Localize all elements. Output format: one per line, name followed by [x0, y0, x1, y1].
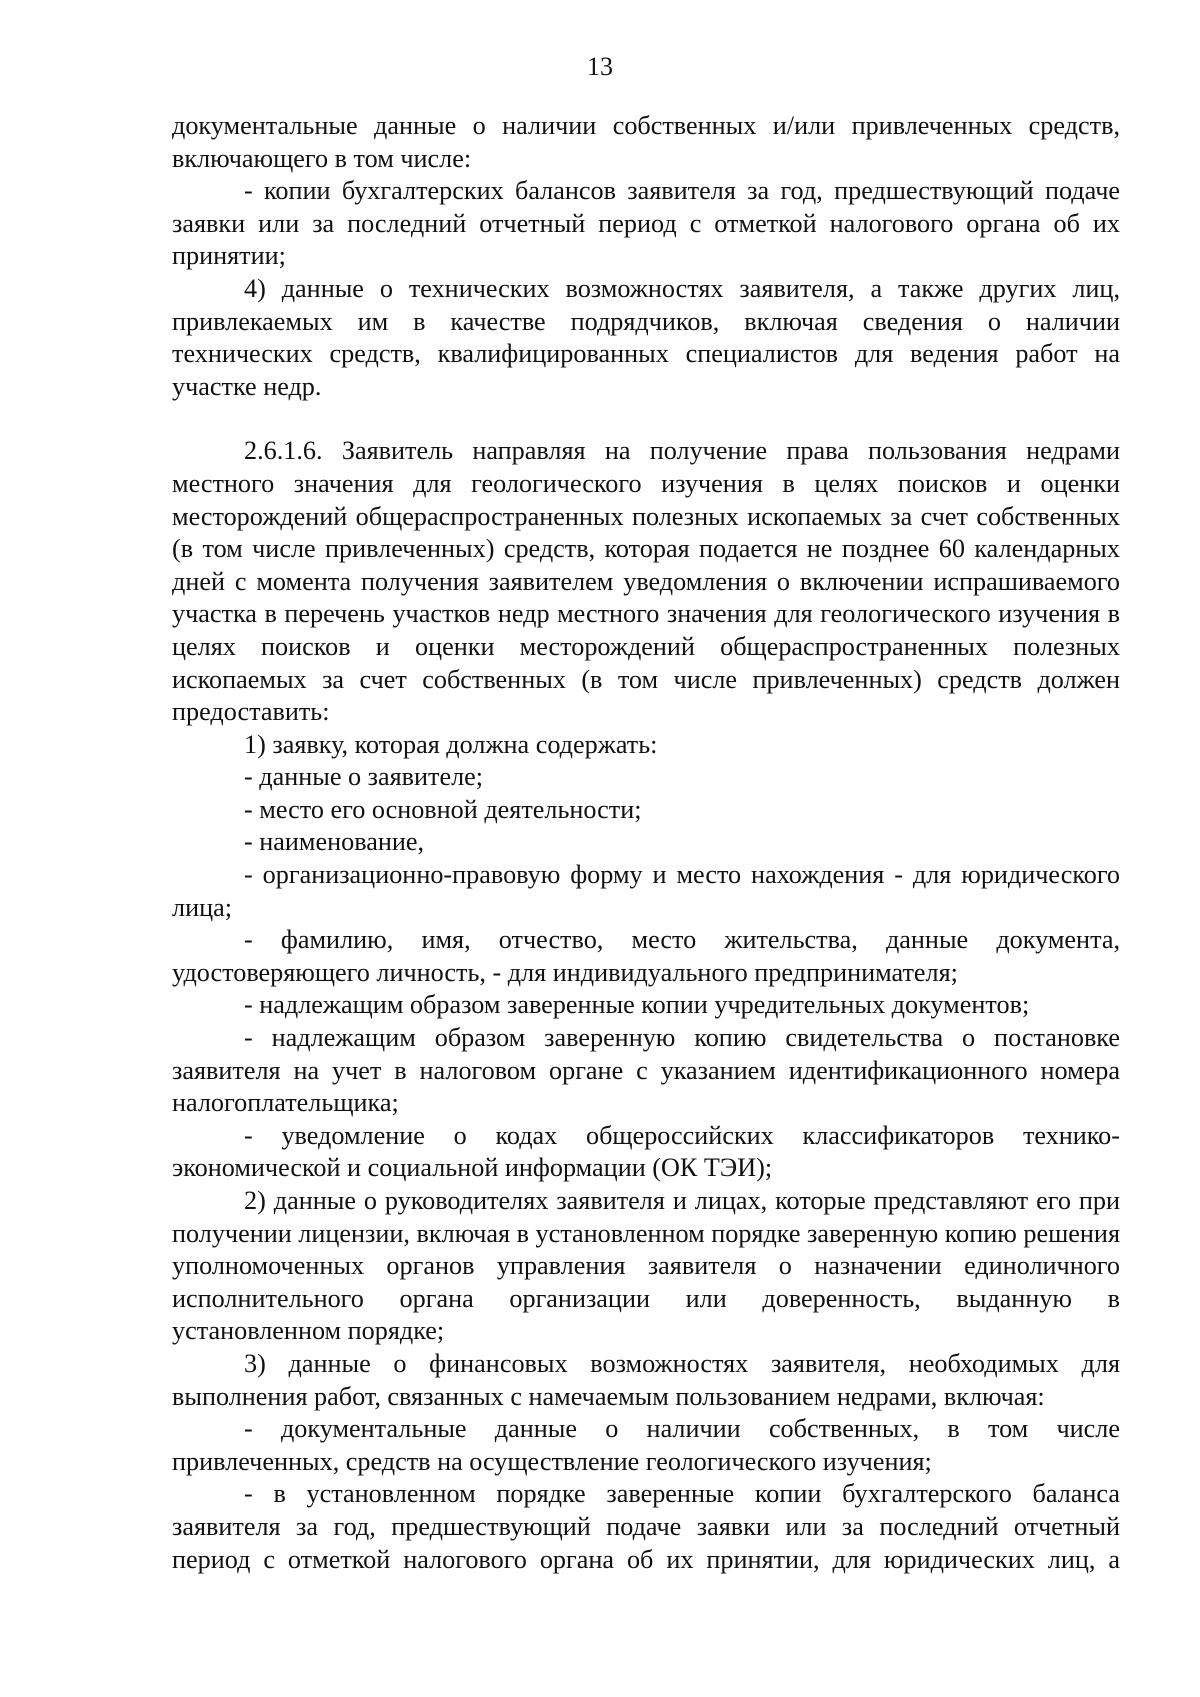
list-item-main-activity: - место его основной деятельности; [244, 794, 642, 824]
paragraph-balance-copies: - копии бухгалтерских балансов заявителя за год, предшествующий подаче заявки или за последний отчетный период с отметкой налогового органа об их принятии; [172, 176, 1120, 271]
list-item-application: 1) заявку, которая должна содержать: [244, 729, 658, 759]
list-item-managers-data: 2) данные о руководителях заявителя и лицах, которые представляют его при получении лицензии, включая в установленном порядке заверенную копию решения уполномоченных органов управления заявителя о назначении единоличного исполнительного органа организации или доверенность, выданную в установленном порядке; [172, 1186, 1120, 1346]
list-item-entrepreneur-data: - фамилию, имя, отчество, место жительства, данные документа, удостоверяющего личность, - для индивидуального предпринимателя; [172, 925, 1120, 987]
list-item-tax-registration: - надлежащим образом заверенную копию свидетельства о постановке заявителя на учет в налоговом органе с указанием идентификационного номера налогоплательщика; [172, 1023, 1120, 1118]
list-item-balance-sheet: - в установленном порядке заверенные копии бухгалтерского баланса заявителя за год, предшествующий подаче заявки или за последний отчетный период с отметкой налогового органа об их принятии, для юридических лиц, а [172, 1479, 1120, 1574]
list-item-financial-capabilities: 3) данные о финансовых возможностях заявителя, необходимых для выполнения работ, связанных с намечаемым пользованием недрами, включая: [172, 1348, 1120, 1411]
paragraph-technical-capabilities: 4) данные о технических возможностях заявителя, а также других лиц, привлекаемых им в качестве подрядчиков, включая сведения о наличии технических средств, квалифицированных специалистов для ведения работ на участке недр. [172, 273, 1120, 401]
list-item-legal-form: - организационно-правовую форму и место нахождения - для юридического лица; [172, 860, 1120, 922]
list-item-own-funds: - документальные данные о наличии собственных, в том числе привлеченных, средств на осуществление геологического изучения; [172, 1414, 1120, 1476]
list-item-classifier-codes: - уведомление о кодах общероссийских классификаторов технико-экономической и социальной информации (ОК ТЭИ); [172, 1120, 1120, 1183]
list-item-name: - наименование, [244, 827, 425, 857]
page-number: 13 [587, 52, 613, 81]
list-item-founding-documents: - надлежащим образом заверенные копии учредительных документов; [244, 990, 1030, 1020]
paragraph-section-2-6-1-6: 2.6.1.6. Заявитель направляя на получение права пользования недрами местного значения для геологического изучения в целях поисков и оценки месторождений общераспространенных полезных ископаемых за счет собственных (в том числе привлеченных) средств, которая подается не позднее 60 календарных дней с момента получения заявителем уведомления о включении испрашиваемого участка в перечень участков недр местного значения для геологического изучения в целях поисков и оценки месторождений общераспространенных полезных ископаемых за счет собственных (в том числе привлеченных) средств должен предоставить: [172, 436, 1120, 727]
list-item-applicant-data: - данные о заявителе; [244, 762, 484, 792]
document-body [172, 110, 1120, 1576]
paragraph-funds-continuation: документальные данные о наличии собственных и/или привлеченных средств, включающего в том числе: [172, 111, 1120, 173]
